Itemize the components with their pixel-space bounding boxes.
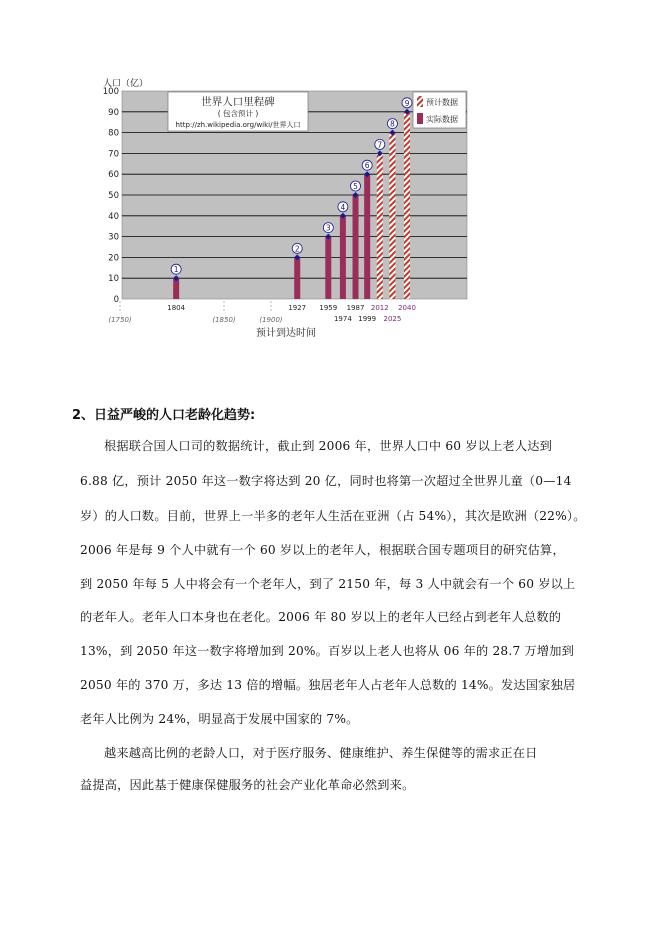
legend-label-actual: 实际数据 [426, 115, 458, 124]
paragraph-line: 2050 年的 370 万，多达 13 倍的增幅。独居老年人占老年人总数的 14%。发达国家独居 [80, 678, 576, 692]
y-tick-label: 100 [102, 87, 119, 97]
reference-year-label: (1850) [212, 316, 236, 324]
milestone-number: 4 [340, 202, 346, 212]
x-tick-label: 1974 [333, 315, 352, 323]
paragraph-line: 到 2050 年每 5 人中将会有一个老年人，到了 2150 年，每 3 人中就会有一个 60 岁以上 [80, 577, 576, 591]
x-tick-label: 2040 [398, 304, 416, 312]
paragraph-line: 根据联合国人口司的数据统计，截止到 2006 年，世界人口中 60 岁以上老人达到 [104, 439, 553, 453]
x-tick-label: 1999 [358, 315, 377, 323]
chart-title: 世界人口里程碑 [201, 96, 275, 108]
chart-subtitle: ( 包含预计 ) [217, 109, 259, 118]
paragraph-line: 13%，到 2050 年这一数字将增加到 20%。百岁以上老人也将从 06 年的 28.7 万增加到 [80, 644, 575, 658]
legend-swatch-projected [417, 96, 423, 107]
y-tick-label: 50 [108, 191, 119, 201]
milestone-number: 2 [294, 244, 300, 254]
x-tick-label: 2012 [370, 304, 389, 312]
legend-swatch-actual [417, 113, 423, 124]
bar-2012 [377, 153, 383, 299]
y-tick-label: 90 [108, 107, 119, 118]
legend-label-projected: 预计数据 [426, 98, 458, 107]
milestone-number: 7 [377, 140, 383, 150]
population-milestone-chart [100, 76, 470, 346]
bar-1959 [325, 237, 331, 299]
reference-year-label: (1900) [259, 316, 283, 324]
paragraph-line: 老年人比例为 24%，明显高于发展中国家的 7%。 [80, 712, 359, 726]
bar-2040 [404, 112, 410, 299]
milestone-number: 5 [353, 182, 358, 191]
chart-source-url: http://zh.wikipedia.org/wiki/世界人口 [175, 121, 301, 129]
x-tick-label: 2025 [383, 315, 402, 323]
section-heading: 2、日益严峻的人口老龄化趋势: [72, 408, 256, 423]
bar-1804 [173, 278, 179, 299]
y-tick-label: 20 [108, 253, 119, 264]
milestone-number: 1 [173, 265, 179, 275]
reference-year-label: (1750) [108, 316, 132, 324]
y-tick-label: 70 [108, 149, 119, 160]
milestone-number: 3 [325, 223, 331, 233]
y-tick-label: 60 [108, 170, 119, 181]
paragraph-line: 岁）的人口数。目前，世界上一半多的老年人生活在亚洲（占 54%），其次是欧洲（22%）。 [80, 509, 586, 523]
bar-1999 [364, 174, 370, 299]
y-tick-label: 30 [108, 232, 119, 243]
y-axis-label: 人口（亿） [103, 79, 149, 89]
bar-1974 [340, 216, 346, 299]
y-tick-labels [103, 87, 119, 305]
chart-title-box [168, 92, 308, 131]
x-tick-label: 1959 [319, 304, 338, 312]
milestone-number: 9 [404, 98, 410, 108]
y-tick-label: 0 [113, 295, 119, 305]
paragraph-line: 益提高，因此基于健康保健服务的社会产业化革命必然到来。 [80, 778, 415, 792]
chart-legend [413, 92, 466, 128]
x-tick-label: 1927 [288, 304, 307, 312]
milestone-number: 8 [390, 119, 395, 129]
bar-2025 [389, 133, 395, 299]
reference-year-labels [108, 301, 283, 324]
milestone-number: 6 [364, 161, 370, 171]
paragraph-line: 6.88 亿，预计 2050 年这一数字将达到 20 亿，同时也将第一次超过全世界儿童（0—14 [80, 474, 572, 488]
y-tick-label: 10 [108, 274, 119, 285]
paragraph-line: 越来越高比例的老龄人口，对于医疗服务、健康维护、养生保健等的需求正在日 [104, 746, 538, 760]
paragraph-line: 的老年人。老年人口本身也在老化。2006 年 80 岁以上的老年人已经占到老年人总数的 [80, 610, 562, 624]
x-tick-label: 1987 [346, 304, 365, 312]
x-tick-label: 1804 [167, 304, 186, 312]
bar-1987 [353, 195, 359, 299]
chart-svg [100, 76, 470, 346]
bar-1927 [294, 257, 300, 299]
paragraph-line: 2006 年是每 9 个人中就有一个 60 岁以上的老年人，根据联合国专题项目的研究估算， [80, 543, 565, 557]
x-axis-label: 预计到达时间 [256, 328, 316, 339]
y-tick-label: 80 [108, 128, 119, 139]
y-tick-label: 40 [108, 211, 119, 222]
